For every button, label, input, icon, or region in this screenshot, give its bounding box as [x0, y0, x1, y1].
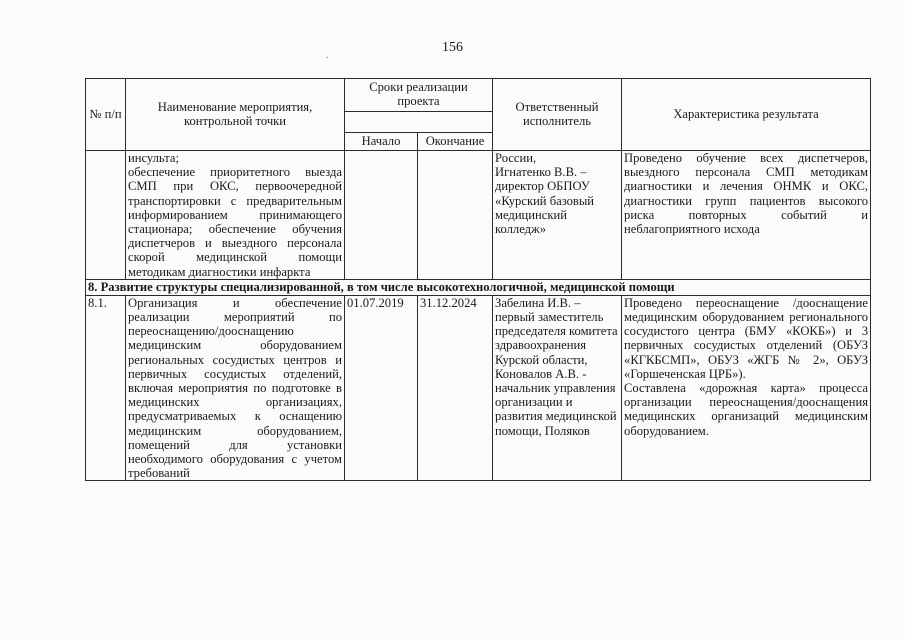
cell-end	[418, 151, 493, 280]
header-period-blank	[345, 112, 493, 133]
cell-result	[622, 295, 871, 481]
section-title: 8. Развитие структуры специализированной, в том числе высокотехнологичной, медицинской помощи	[86, 279, 871, 295]
cell-responsible: России, Игнатенко В.В. – директор ОБПОУ «Курский базовый медицинский колледж»	[493, 151, 622, 280]
cell-end: 31.12.2024	[418, 295, 493, 481]
header-period: Сроки реализации проекта	[345, 79, 493, 112]
result-paragraph-2: Составлена «дорожная карта» процесса организации переоснащения/дооснащения медицинских организаций медицинским оборудованием.	[624, 381, 869, 438]
header-responsible: Ответственный исполнитель	[493, 79, 622, 151]
result-paragraph-1: Проведено переоснащение /дооснащение медицинским оборудованием регионального сосудистого центра (БМУ «КОКБ») и 3 первичных сосудистых отделений (ОБУЗ «КГКБСМП», ОБУЗ «ЖГБ № 2», ОБУЗ «Горшеченская ЦРБ»).	[624, 295, 869, 381]
table-row-continued	[86, 151, 871, 280]
header-end: Окончание	[418, 133, 493, 151]
cell-name: Организация и обеспечение реализации мероприятий по переоснащению/дооснащению медицинским оборудованием региональных сосудистых центров и первичных сосудистых отделений, включая мероприятия по подготовке в медицинских организациях, предусматриваемых к оснащению медицинским оборудованием, помещений для установки необходимого оборудования с учетом требований	[126, 295, 345, 481]
header-result: Характеристика результата	[622, 79, 871, 151]
scan-mark: .	[326, 50, 329, 61]
header-name: Наименование мероприятия, контрольной точки	[126, 79, 345, 151]
table-row-8-1	[86, 295, 871, 481]
header-start: Начало	[345, 133, 418, 151]
page-number: 156	[442, 40, 463, 55]
section-heading-row	[86, 279, 871, 295]
cell-start: 01.07.2019	[345, 295, 418, 481]
table-header-row	[86, 79, 871, 112]
cell-num: 8.1.	[86, 295, 126, 481]
header-num: № п/п	[86, 79, 126, 151]
cell-responsible: Забелина И.В. – первый заместитель председателя комитета здравоохранения Курской области, Коновалов А.В. - начальник управления организации и развития медицинской помощи, Поляков	[493, 295, 622, 481]
cell-num	[86, 151, 126, 280]
cell-name: инсульта; обеспечение приоритетного выезда СМП при ОКС, первоочередной транспортировки с предварительным информированием принимающего стационара; обеспечение обучения диспетчеров и выездного персонала скорой медицинской помощи методикам диагностики инфаркта	[126, 151, 345, 280]
measures-table	[85, 78, 871, 481]
cell-start	[345, 151, 418, 280]
cell-result: Проведено обучение всех диспетчеров, выездного персонала СМП методикам диагностики и лечения ОНМК и ОКС, диагностики групп пациентов высокого риска повторных событий и неблагоприятного исхода	[622, 151, 871, 280]
